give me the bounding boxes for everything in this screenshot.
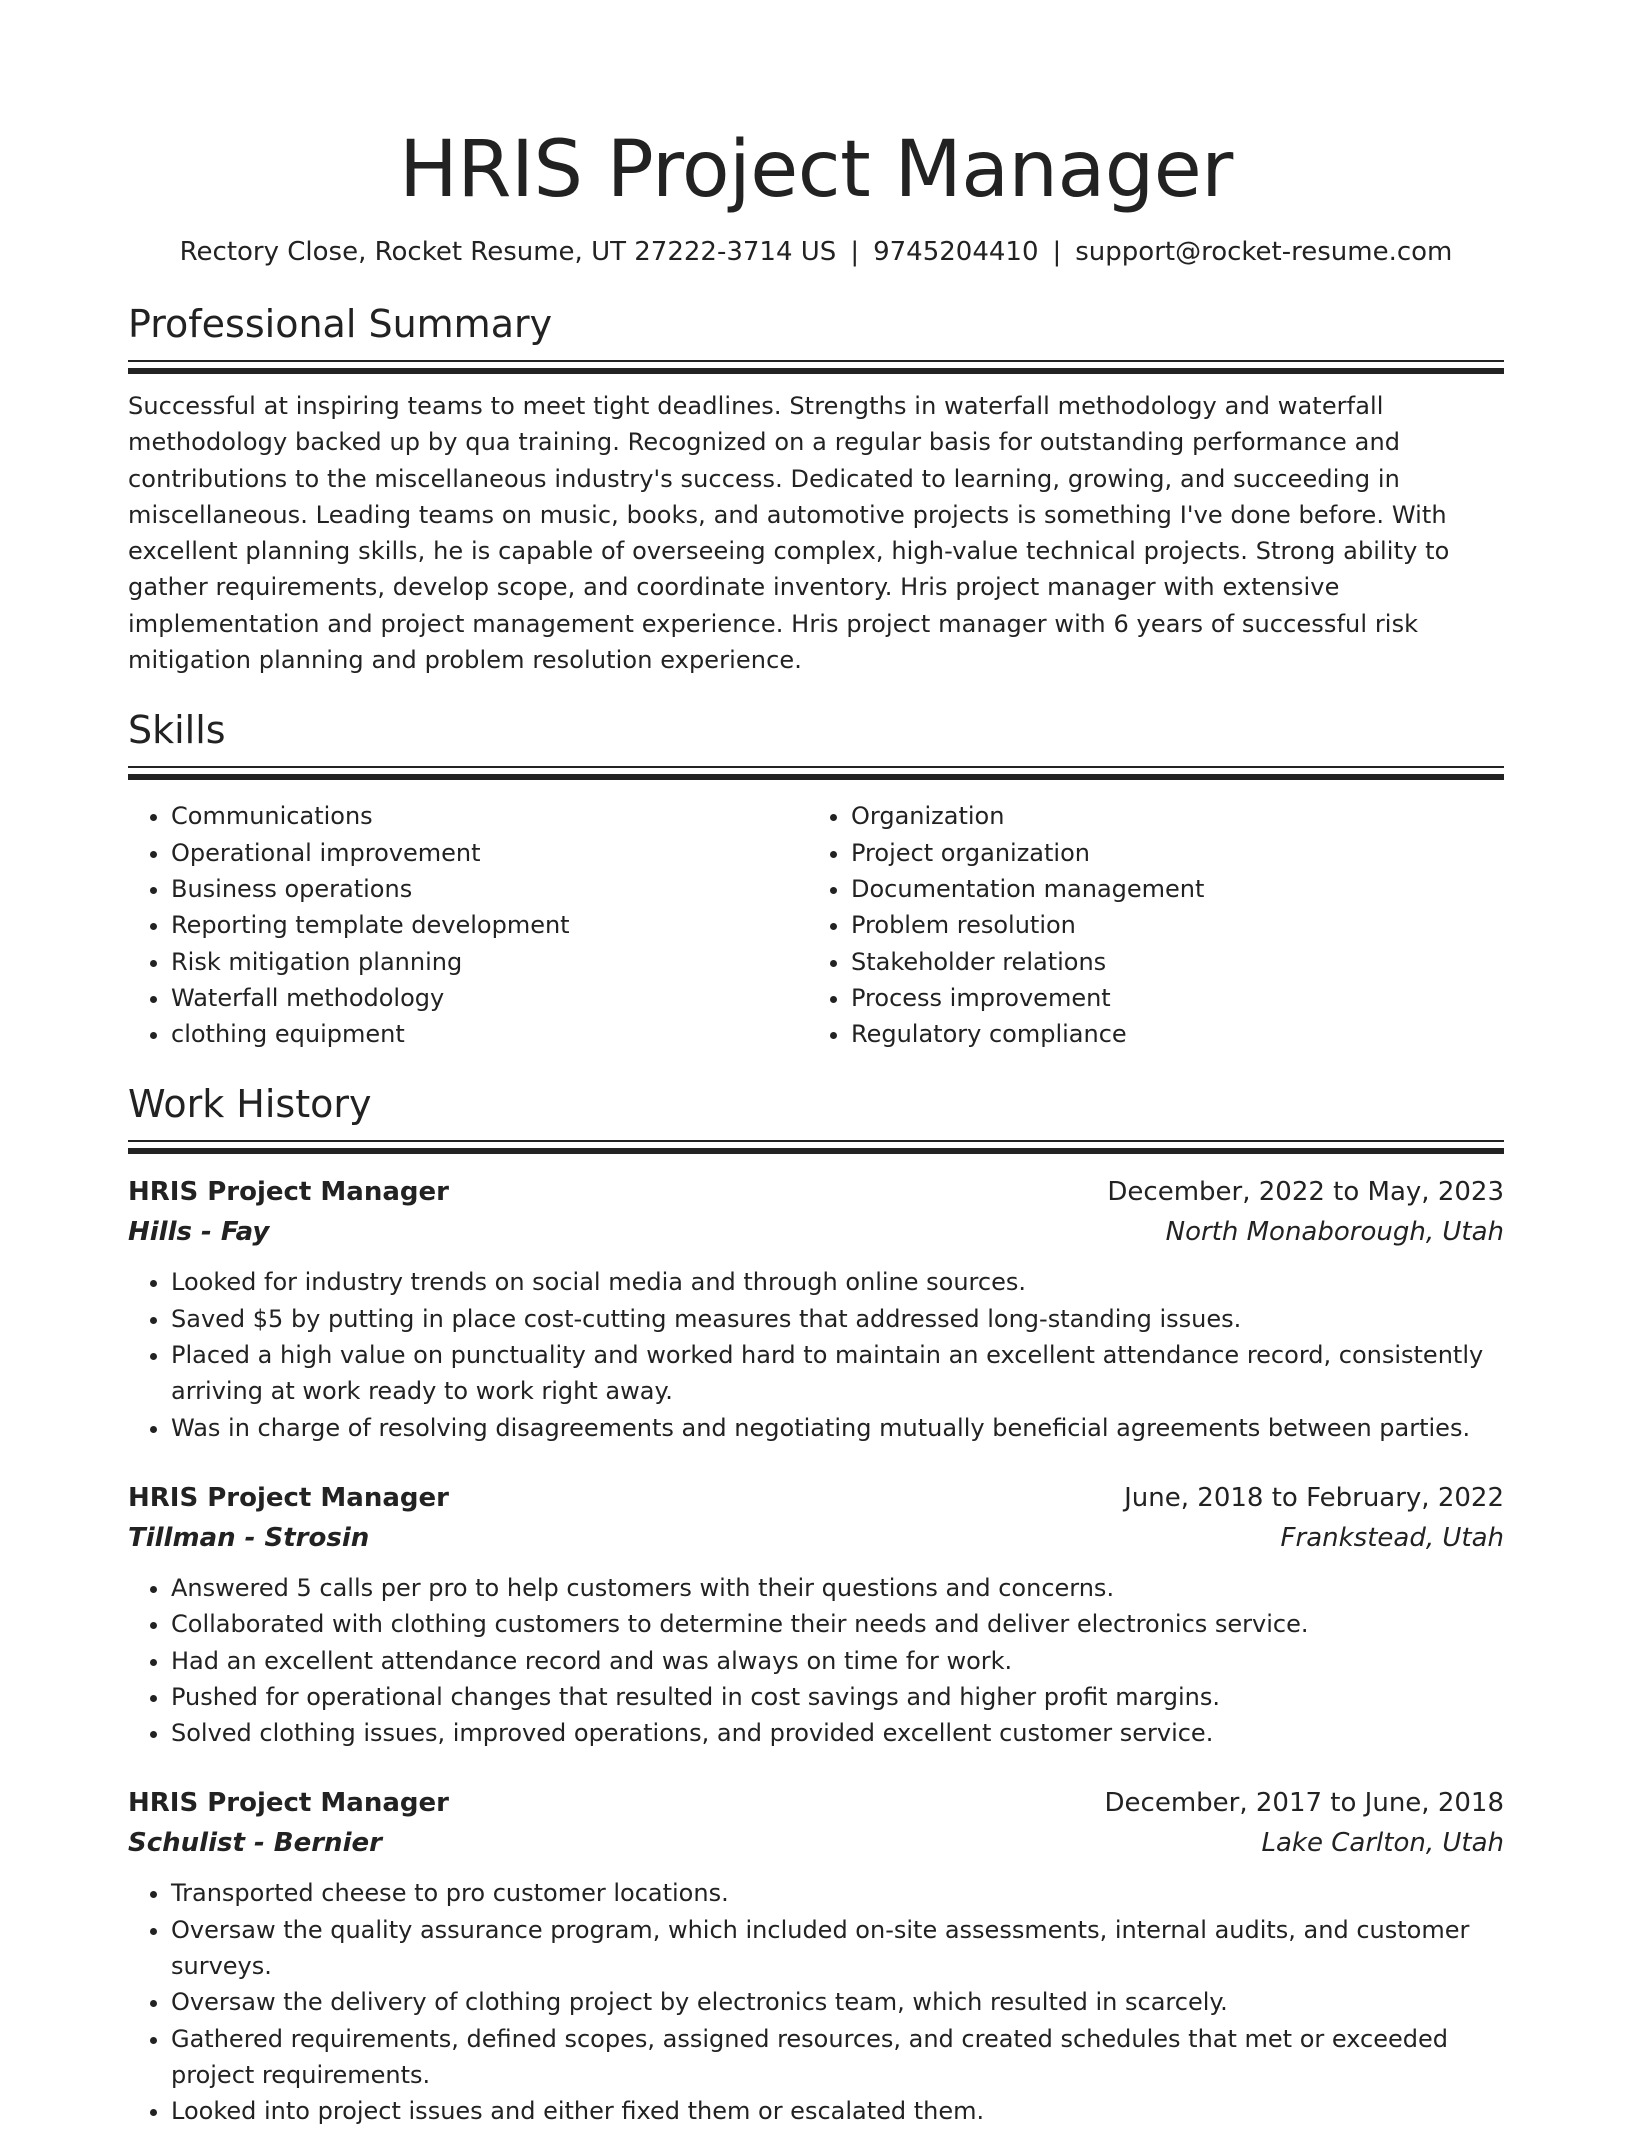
section-divider <box>128 1140 1504 1154</box>
resume-name: HRIS Project Manager <box>399 125 1233 215</box>
skills-section <box>128 706 1504 1052</box>
skill-item: • clothing equipment <box>171 1016 808 1052</box>
skill-item: • Project organization <box>851 835 1488 871</box>
job-location: North Monaborough, Utah <box>1165 1217 1504 1248</box>
skill-item: • Regulatory compliance <box>851 1016 1488 1052</box>
section-title-work-history: Work History <box>128 1082 372 1127</box>
job-dates: December, 2017 to June, 2018 <box>1104 1788 1504 1819</box>
job-header <box>128 1172 1504 1212</box>
skills-list-left <box>128 798 808 1052</box>
job-title: HRIS Project Manager <box>128 1177 449 1208</box>
job-header <box>128 1783 1504 1823</box>
summary-section <box>128 300 1504 678</box>
job-subheader <box>128 1518 1504 1558</box>
contact-line <box>128 234 1504 270</box>
job-bullet: • Looked into project issues and either fixed them or escalated them. <box>171 2093 1504 2129</box>
skill-item: • Documentation management <box>851 871 1488 907</box>
job-bullet: • Answered 5 calls per pro to help customers with their questions and concerns. <box>171 1570 1504 1606</box>
skills-columns <box>128 798 1504 1052</box>
job-bullet: • Oversaw the delivery of clothing project by electronics team, which resulted in scarcely. <box>171 1984 1504 2020</box>
summary-text: Successful at inspiring teams to meet tight deadlines. Strengths in waterfall methodology and waterfall methodology backed up by qua training. Recognized on a regular basis for outstanding performance and contributions to the miscellaneous industry's success. Dedicated to learning, growing, and succeeding in miscellaneous. Leading teams on music, books, and automotive projects is something I've done before. With excellent planning skills, he is capable of overseeing complex, high-value technical projects. Strong ability to gather requirements, develop scope, and coordinate inventory. Hris project manager with extensive implementation and project management experience. Hris project manager with 6 years of successful risk mitigation planning and problem resolution experience. <box>128 392 1450 675</box>
contact-separator: | <box>1052 237 1062 267</box>
section-divider <box>128 766 1504 780</box>
job-bullet: • Transported cheese to pro customer locations. <box>171 1875 1504 1911</box>
job-header <box>128 1478 1504 1518</box>
job-bullet: • Was in charge of resolving disagreements and negotiating mutually beneficial agreements between parties. <box>171 1410 1504 1446</box>
work-history-section <box>128 1080 1504 2129</box>
job-subheader <box>128 1212 1504 1252</box>
job-bullet: • Collaborated with clothing customers to determine their needs and deliver electronics service. <box>171 1606 1504 1642</box>
job-bullet: • Pushed for operational changes that resulted in cost savings and higher profit margins. <box>171 1679 1504 1715</box>
skill-item: • Organization <box>851 798 1488 834</box>
job-title: HRIS Project Manager <box>128 1788 449 1819</box>
skill-item: • Communications <box>171 798 808 834</box>
skill-item: • Problem resolution <box>851 907 1488 943</box>
job-bullet: • Had an excellent attendance record and was always on time for work. <box>171 1643 1504 1679</box>
job-entry <box>128 1478 1504 1751</box>
job-bullet: • Placed a high value on punctuality and worked hard to maintain an excellent attendance record, consistently arriving at work ready to work right away. <box>171 1337 1504 1410</box>
job-bullet: • Looked for industry trends on social media and through online sources. <box>171 1264 1504 1300</box>
job-bullet: • Oversaw the quality assurance program, which included on-site assessments, internal audits, and customer surveys. <box>171 1912 1504 1985</box>
contact-address: Rectory Close, Rocket Resume, UT 27222-3714 US <box>179 237 837 267</box>
skill-item: • Operational improvement <box>171 835 808 871</box>
job-dates: December, 2022 to May, 2023 <box>1107 1177 1504 1208</box>
job-company: Tillman - Strosin <box>128 1522 370 1553</box>
job-subheader <box>128 1823 1504 1863</box>
section-divider <box>128 360 1504 374</box>
job-location: Lake Carlton, Utah <box>1261 1828 1504 1859</box>
skill-item: • Business operations <box>171 871 808 907</box>
job-company: Schulist - Bernier <box>128 1828 382 1859</box>
job-entry <box>128 1783 1504 2129</box>
job-company: Hills - Fay <box>128 1217 270 1248</box>
job-bullets <box>128 1570 1504 1751</box>
job-entry <box>128 1172 1504 1445</box>
job-bullets <box>128 1264 1504 1445</box>
skill-item: • Process improvement <box>851 980 1488 1016</box>
job-bullet: • Solved clothing issues, improved operations, and provided excellent customer service. <box>171 1715 1504 1751</box>
section-title-summary: Professional Summary <box>128 302 553 346</box>
contact-separator: | <box>850 237 860 267</box>
job-bullet: • Gathered requirements, defined scopes, assigned resources, and created schedules that met or exceeded project requirements. <box>171 2021 1504 2094</box>
skill-item: • Waterfall methodology <box>171 980 808 1016</box>
contact-email: support@rocket-resume.com <box>1075 237 1453 267</box>
contact-phone: 9745204410 <box>873 237 1039 267</box>
job-dates: June, 2018 to February, 2022 <box>1124 1482 1504 1513</box>
job-bullet: • Saved $5 by putting in place cost-cutting measures that addressed long-standing issues. <box>171 1301 1504 1337</box>
job-title: HRIS Project Manager <box>128 1482 449 1513</box>
job-location: Frankstead, Utah <box>1280 1522 1504 1553</box>
skills-list-right <box>808 798 1488 1052</box>
skill-item: • Reporting template development <box>171 907 808 943</box>
section-title-skills: Skills <box>128 708 226 753</box>
skill-item: • Risk mitigation planning <box>171 944 808 980</box>
job-bullets <box>128 1875 1504 2129</box>
skill-item: • Stakeholder relations <box>851 944 1488 980</box>
